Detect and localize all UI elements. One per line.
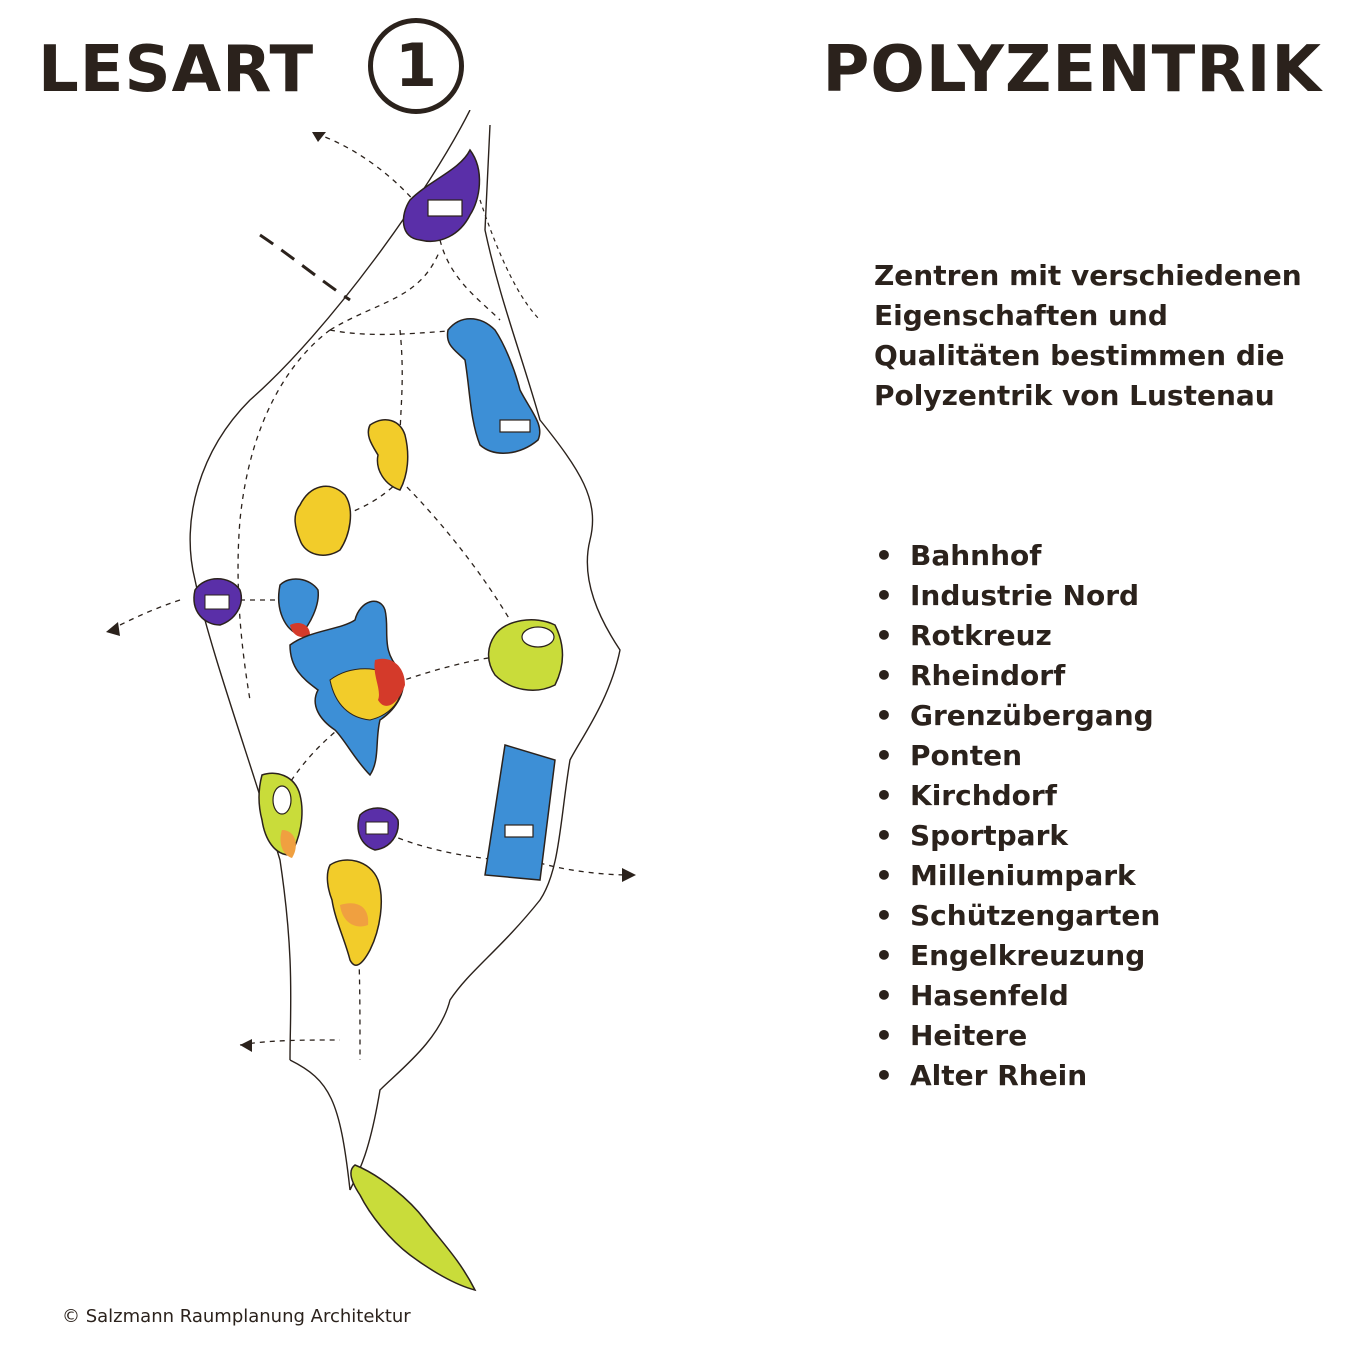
bullet-icon: • xyxy=(875,659,893,692)
center-label: Industrie Nord xyxy=(910,579,1140,612)
centers-list xyxy=(874,536,1160,1096)
center-label: Schützengarten xyxy=(910,899,1161,932)
bullet-icon: • xyxy=(875,579,893,612)
bullet-icon: • xyxy=(875,779,893,812)
center-label: Alter Rhein xyxy=(910,1059,1088,1092)
center-label: Engelkreuzung xyxy=(910,939,1146,972)
list-item xyxy=(874,856,1160,896)
list-item xyxy=(874,616,1160,656)
bullet-icon: • xyxy=(875,939,893,972)
center-label: Ponten xyxy=(910,739,1022,772)
bullet-icon: • xyxy=(875,699,893,732)
list-item xyxy=(874,696,1160,736)
list-item xyxy=(874,976,1160,1016)
intro-text xyxy=(874,256,1344,416)
title-lesart: LESART xyxy=(38,33,315,107)
list-item xyxy=(874,896,1160,936)
intro-line: Eigenschaften und xyxy=(874,299,1168,332)
center-label: Rheindorf xyxy=(910,659,1066,692)
center-label: Hasenfeld xyxy=(910,979,1069,1012)
copyright-credit: © Salzmann Raumplanung Architektur xyxy=(62,1306,411,1327)
intro-line: Polyzentrik von Lustenau xyxy=(874,379,1275,412)
list-item xyxy=(874,576,1160,616)
bullet-icon: • xyxy=(875,859,893,892)
center-label: Rotkreuz xyxy=(910,619,1052,652)
title-polyzentrik: POLYZENTRIK xyxy=(822,33,1322,107)
bullet-icon: • xyxy=(875,899,893,932)
list-item xyxy=(874,656,1160,696)
center-label: Milleniumpark xyxy=(910,859,1136,892)
center-alter-rhein xyxy=(351,1165,475,1290)
title-number: 1 xyxy=(395,31,437,101)
bullet-icon: • xyxy=(875,1059,893,1092)
lustenau-sketch-map xyxy=(0,110,700,1310)
intro-line: Zentren mit verschiedenen xyxy=(874,259,1302,292)
center-label: Heitere xyxy=(910,1019,1028,1052)
title-number-circle xyxy=(368,18,464,114)
bullet-icon: • xyxy=(875,819,893,852)
center-rotkreuz xyxy=(368,420,407,490)
center-bahnhof xyxy=(403,150,479,241)
bullet-icon: • xyxy=(875,1019,893,1052)
center-label: Sportpark xyxy=(910,819,1069,852)
center-rheindorf xyxy=(295,486,350,555)
list-item xyxy=(874,936,1160,976)
bullet-icon: • xyxy=(875,979,893,1012)
center-label: Bahnhof xyxy=(910,539,1042,572)
list-item xyxy=(874,1056,1160,1096)
list-item xyxy=(874,776,1160,816)
center-label: Kirchdorf xyxy=(910,779,1057,812)
bullet-icon: • xyxy=(875,739,893,772)
center-label: Grenzübergang xyxy=(910,699,1154,732)
intro-line: Qualitäten bestimmen die xyxy=(874,339,1285,372)
center-industrie-nord xyxy=(447,319,539,453)
bullet-icon: • xyxy=(875,539,893,572)
list-item xyxy=(874,536,1160,576)
list-item xyxy=(874,736,1160,776)
list-item xyxy=(874,1016,1160,1056)
center-milleniumpark xyxy=(485,745,555,880)
list-item xyxy=(874,816,1160,856)
bullet-icon: • xyxy=(875,619,893,652)
